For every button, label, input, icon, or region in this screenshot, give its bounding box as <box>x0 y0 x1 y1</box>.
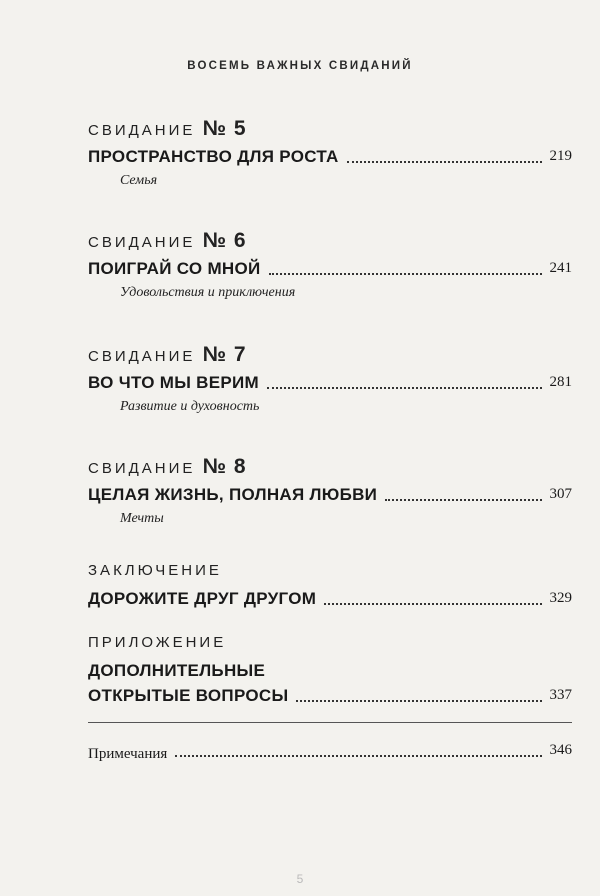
entry-title-row[interactable] <box>88 482 572 507</box>
dot-leader <box>296 699 541 702</box>
entry-subtitle: Мечты <box>120 511 164 526</box>
entry-label <box>88 230 572 252</box>
dot-leader <box>324 602 541 605</box>
entry-page-number: 307 <box>549 486 572 502</box>
entry-label <box>88 456 572 478</box>
entry-subtitle: Развитие и духовность <box>120 399 260 414</box>
toc-entry-appendix <box>88 632 572 708</box>
entry-title-row[interactable] <box>88 370 572 395</box>
entry-title: ДОРОЖИТЕ ДРУГ ДРУГОМ <box>88 589 317 608</box>
entry-subtitle: Удовольствия и приключения <box>120 285 296 300</box>
entry-title: Примечания <box>88 746 168 762</box>
entry-page-number: 337 <box>549 687 572 703</box>
entry-label-text: СВИДАНИЕ <box>88 234 196 251</box>
toc-entry-date-8 <box>88 456 572 527</box>
entry-title: ВО ЧТО МЫ ВЕРИМ <box>88 373 260 392</box>
entry-title-row[interactable] <box>88 256 572 281</box>
dot-leader <box>347 160 542 163</box>
entry-title: ПРОСТРАНСТВО ДЛЯ РОСТА <box>88 147 339 166</box>
entry-page-number: 219 <box>549 148 572 164</box>
entry-label-text: СВИДАНИЕ <box>88 348 196 365</box>
entry-label <box>88 344 572 366</box>
entry-title-row[interactable] <box>88 658 572 708</box>
entry-title-row[interactable] <box>88 586 572 611</box>
dot-leader <box>385 498 541 501</box>
entry-label: ЗАКЛЮЧЕНИЕ <box>88 562 222 579</box>
entry-number: № 7 <box>202 343 247 366</box>
divider <box>88 722 572 723</box>
running-head: ВОСЕМЬ ВАЖНЫХ СВИДАНИЙ <box>187 60 413 72</box>
toc-entry-notes <box>88 738 572 763</box>
entry-title-row[interactable] <box>88 144 572 169</box>
toc-entry-date-7 <box>88 344 572 415</box>
entry-number: № 8 <box>202 455 247 478</box>
dot-leader <box>175 754 541 757</box>
toc-entry-conclusion <box>88 560 572 611</box>
dot-leader <box>267 386 541 389</box>
entry-number: № 6 <box>202 229 247 252</box>
entry-subtitle: Семья <box>120 173 158 188</box>
dot-leader <box>269 272 542 275</box>
entry-title: ПОИГРАЙ СО МНОЙ <box>88 259 261 278</box>
entry-page-number: 241 <box>549 260 572 276</box>
entry-label-text: СВИДАНИЕ <box>88 460 196 477</box>
entry-label: ПРИЛОЖЕНИЕ <box>88 634 227 651</box>
entry-page-number: 346 <box>549 742 572 758</box>
entry-title-row[interactable] <box>88 738 572 763</box>
toc-entry-date-6 <box>88 230 572 301</box>
entry-title-line-2: ОТКРЫТЫЕ ВОПРОСЫ <box>88 686 289 705</box>
entry-title: ЦЕЛАЯ ЖИЗНЬ, ПОЛНАЯ ЛЮБВИ <box>88 485 378 504</box>
entry-page-number: 329 <box>549 590 572 606</box>
entry-label-text: СВИДАНИЕ <box>88 122 196 139</box>
entry-title-line-1: ДОПОЛНИТЕЛЬНЫЕ <box>88 661 266 680</box>
toc-entry-date-5 <box>88 118 572 189</box>
page-folio: 5 <box>296 872 304 886</box>
entry-number: № 5 <box>202 117 247 140</box>
entry-page-number: 281 <box>549 374 572 390</box>
entry-label <box>88 118 572 140</box>
